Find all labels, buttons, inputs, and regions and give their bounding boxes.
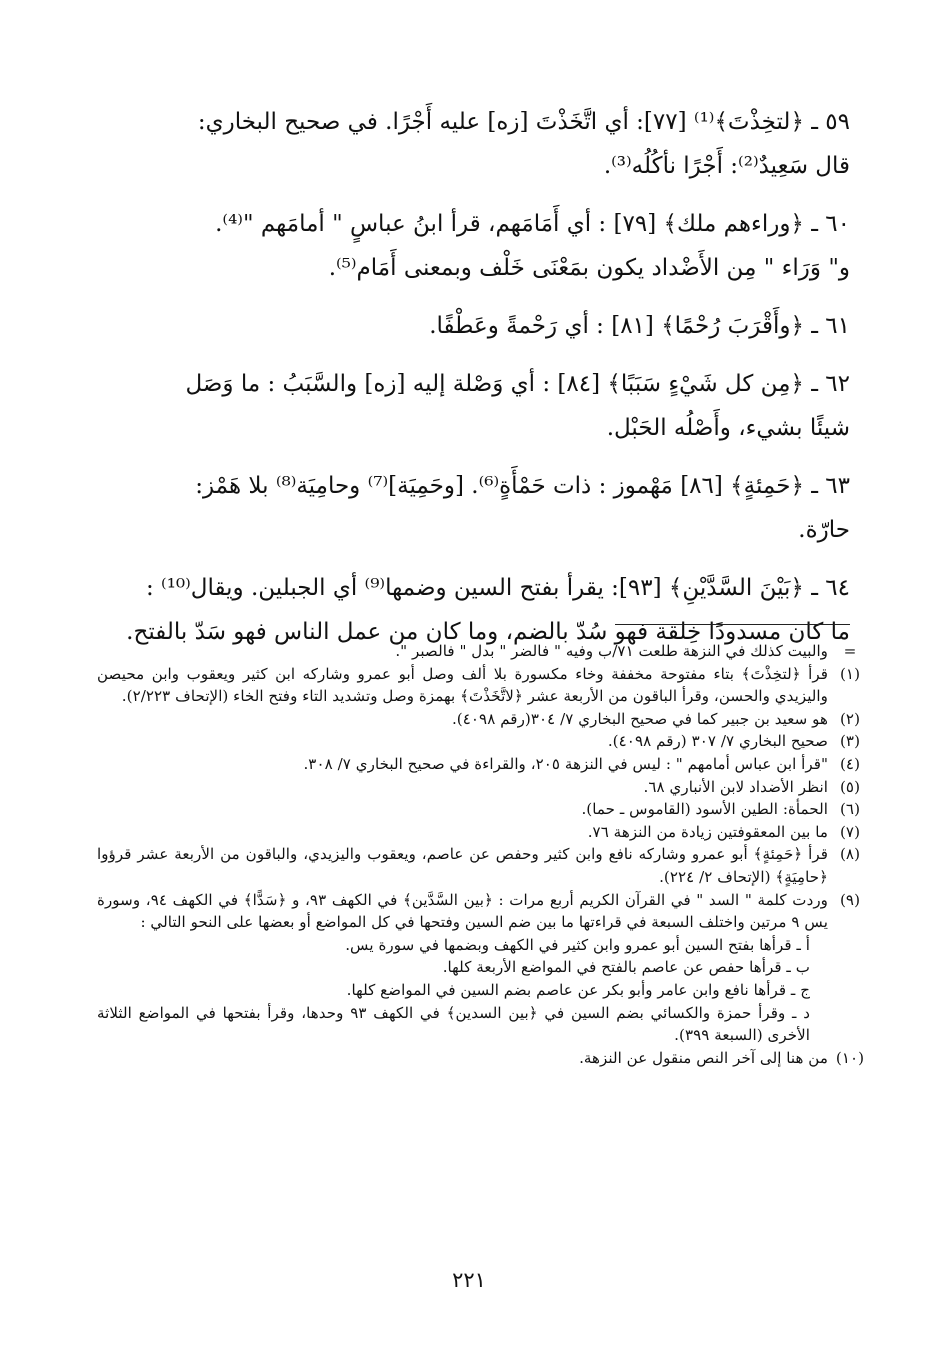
footnotes [97,640,872,1069]
footnote-text: من هنا إلى آخر النص منقول عن النزهة. [579,1048,828,1067]
footnote-text: قرأ ﴿لتخِذْتَ﴾ بتاء مفتوحة مخففة وخاء مكسورة بلا ألف وصل أبو عمرو وشاركه ابن كثير ويعقوب وابن محيصن واليزيدي والحسن، وقرأ الباقون من الأربعة عشر ﴿لاتَّخَذْتَ﴾ بهمزة وصل وتشديد التاء وفتح الخاء (الإتحاف ٢/٢٢٣). [97,664,828,706]
footnote-text: انظر الأضداد لابن الأنباري ٦٨. [643,777,828,796]
footnote-8 [97,843,872,888]
footnote-number: (١) [839,664,861,683]
footnote-text: أ ـ قرأها بفتح السين أبو عمرو وابن كثير في الكهف وبضمها في سورة يس. [345,935,810,954]
footnote-4 [97,753,872,776]
entry-line: و" وَرَاء " مِن الأَضْداد يكون بمَعْنَى خَلْف وبمعنى أَمَام⁽⁵⁾. [328,255,850,281]
entry-line: قال سَعِيدٌ⁽²⁾: أَجْرًا نأكُلُه⁽³⁾. [603,153,850,179]
entry-62 [120,362,850,450]
footnote-text: الحمأة: الطين الأسود (القاموس ـ حما). [581,800,828,819]
entry-line: ٥٩ ـ ﴿لتخِذْتَ﴾⁽¹⁾ [٧٧]: أي اتَّخَذْتَ [زه] عليه أَجْرًا. في صحيح البخاري: [197,109,850,135]
entry-59 [120,100,850,188]
footnote-9-item-d [97,1002,872,1047]
entry-line: ٦٣ ـ ﴿حَمِئةٍ﴾ [٨٦] مَهْموز : ذات حَمْأَةٍ⁽⁶⁾. [وحَمِيَة]⁽⁷⁾ وحامِيَة⁽⁸⁾ بلا هَمْز: [195,473,850,499]
footnote-number: = [843,642,857,660]
entry-line: ٦٤ ـ ﴿بَيْنَ السَّدَّيْنِ﴾ [٩٣]: يقرأ بفتح السين وضمها⁽⁹⁾ أي الجبلين. ويقال⁽¹⁰⁾ : [145,575,850,601]
footnote-9-item-c [97,979,872,1002]
footnote-text: ب ـ قرأها حفص عن عاصم بالفتح في المواضع الأربعة كلها. [442,958,810,977]
footnote-number: (٣) [839,732,861,751]
footnote-number: (٤) [839,754,861,773]
footnote-number: (١٠) [835,1048,865,1067]
footnote-1 [97,663,872,708]
footnote-text: قرأ ﴿حَمِئةٍ﴾ أبو عمرو وشاركه نافع وابن كثير وحفص عن عاصم، ويعقوب واليزيدي، والباقون من الأربعة عشر قرؤوا ﴿حامِيَةٍ﴾ (الإتحاف ٢/ ٢٢٤). [97,845,828,886]
footnote-divider [615,624,850,625]
entry-line: ٦١ ـ ﴿وأَقْرَبَ رُحْمًا﴾ [٨١] : أي رَحْمةً وعَطْفًا. [429,313,850,339]
footnote-text: ج ـ قرأها نافع وابن عامر وأبو بكر عن عاصم بضم السين في المواضع كلها. [346,980,810,999]
page-number: ٢٢١ [452,1268,486,1292]
footnote-9-item-b [97,956,872,979]
entry-61 [120,304,850,348]
footnote-10 [97,1047,872,1070]
entry-line: ٦٢ ـ ﴿مِن كل شَيْءٍ سَبَبًا﴾ [٨٤] : أي وَصْلة إليه [زه] والسَّبَبُ : ما وَصَل [185,371,850,397]
footnote-9-item-a [97,934,872,957]
entry-line: حارّة. [798,517,850,543]
footnote-text: هو سعيد بن جبير كما في صحيح البخاري ٧/ ٣٠٤(رقم ٤٠٩٨). [451,709,828,728]
footnote-3 [97,730,872,753]
footnote-5 [97,776,872,799]
footnote-number: (٥) [839,777,861,796]
footnote-6 [97,798,872,821]
footnote-number: (٩) [839,890,861,909]
footnote-text: والبيت كذلك في النزهة طلعت ٧١/ب وفيه " فالضر " بدل " فالصبر ". [395,642,828,660]
footnote-9 [97,889,872,934]
footnote-text: "قرأ ابن عباس أمامهم " : ليس في النزهة ٢٠٥، والقراءة في صحيح البخاري ٧/ ٣٠٨. [303,754,828,773]
entry-line: ٦٠ ـ ﴿وراءهم ملك﴾ [٧٩] : أي أَمَامَهم، قرأ ابنُ عباسٍ " أمامَهم "⁽⁴⁾. [215,211,850,237]
entry-60 [120,202,850,290]
footnote-7 [97,821,872,844]
footnote-text: صحيح البخاري ٧/ ٣٠٧ (رقم ٤٠٩٨). [607,732,828,751]
entry-63 [120,464,850,552]
footnote-number: (٢) [839,709,861,728]
footnote-text: ما بين المعقوفتين زيادة من النزهة ٧٦. [587,822,828,841]
main-text [120,100,850,668]
footnote-text: وردت كلمة " السد " في القرآن الكريم أربع مرات : ﴿بين السَّدَّين﴾ في الكهف ٩٣، و ﴿سَدًّا﴾ في الكهف ٩٤، وسورة يس ٩ مرتين واختلف السبعة في قراءتها ما بين ضم السين وفتحها في كل المواضع أو بعضها على النحو التالي : [97,890,828,932]
entry-line: شيئًا بشيء، وأَصْلُه الحَبْل. [606,415,850,441]
footnote-number: (٦) [839,800,861,819]
footnote-number: (٧) [839,822,861,841]
footnote-2 [97,708,872,731]
footnote-text: د ـ وقرأ حمزة والكسائي بضم السين في ﴿بين السدين﴾ في الكهف ٩٣ وحدها، وقرأ بفتحها في المواضع الثلاثة الأخرى (السبعة ٣٩٩). [97,1003,810,1045]
entry-line: ما كان مسدودًا خِلقة فهو سُدّ بالضم، وما كان من عمل الناس فهو سَدّ بالفتح. [126,619,850,645]
footnote-number: (٨) [839,845,861,864]
footnote-continuation [97,640,872,663]
